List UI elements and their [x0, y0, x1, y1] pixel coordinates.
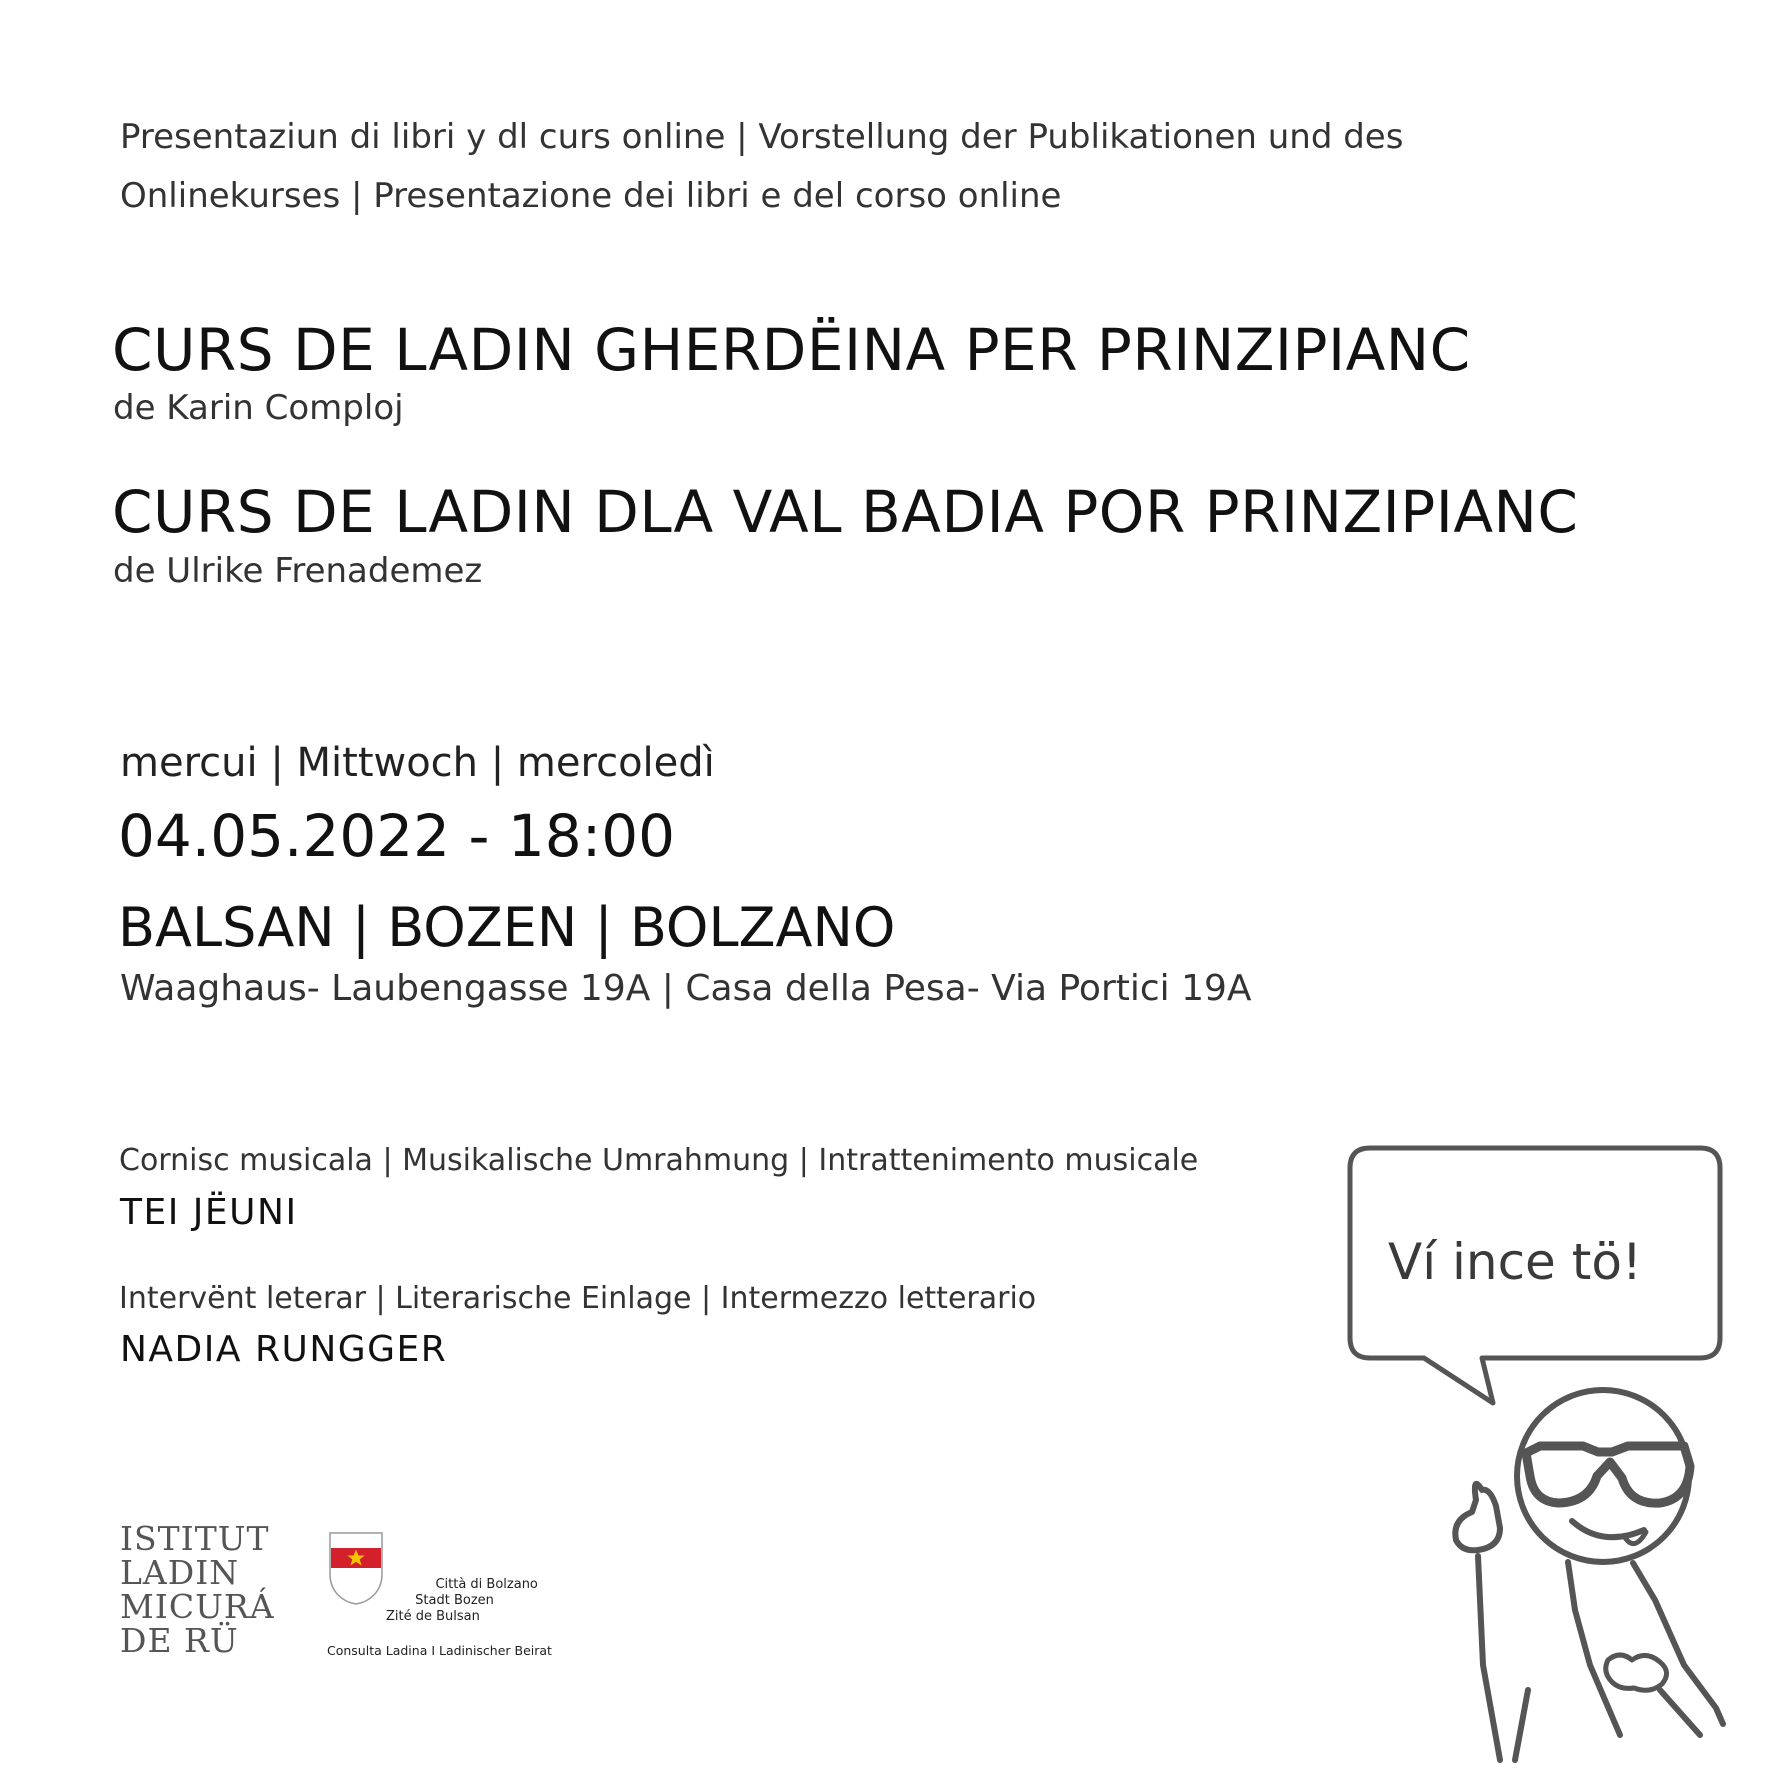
pointing-hand-icon — [1606, 1655, 1667, 1690]
istitut-logo-line: LADIN — [120, 1553, 240, 1592]
glasses-icon — [1526, 1446, 1690, 1503]
bolzano-name-line: Zité de Bulsan — [386, 1609, 480, 1624]
event-venue: Waaghaus- Laubengasse 19A | Casa della Pesa- Via Portici 19A — [120, 968, 1252, 1009]
event-weekday: mercui | Mittwoch | mercoledì — [120, 740, 715, 786]
istitut-logo-line: DE RÜ — [120, 1621, 239, 1660]
book-author-2: de Ulrike Frenademez — [113, 551, 483, 591]
event-city: BALSAN | BOZEN | BOLZANO — [118, 896, 896, 959]
istitut-logo-line: ISTITUT — [120, 1519, 270, 1558]
smile-icon — [1572, 1521, 1644, 1537]
book-title-1: CURS DE LADIN GHERDËINA PER PRINZIPIANC — [112, 316, 1471, 384]
neck-body-icon — [1568, 1562, 1620, 1735]
bolzano-name-line: Città di Bolzano — [435, 1577, 538, 1592]
raised-hand-icon — [1455, 1484, 1500, 1550]
arm-icon — [1515, 1690, 1528, 1760]
program-label-literary: Intervënt leterar | Literarische Einlage | Intermezzo letterario — [119, 1281, 1037, 1316]
intro-text: Presentaziun di libri y dl curs online | Vorstellung der Publikationen und des Onlinekurses | Presentazione dei libri e del corso online — [120, 117, 1404, 216]
program-label-music: Cornisc musicala | Musikalische Umrahmung | Intrattenimento musicale — [119, 1143, 1199, 1178]
torso-icon — [1633, 1563, 1723, 1724]
event-datetime: 04.05.2022 - 18:00 — [118, 802, 676, 870]
bolzano-name-line: Stadt Bozen — [415, 1593, 494, 1608]
book-title-2: CURS DE LADIN DLA VAL BADIA POR PRINZIPIANC — [112, 478, 1579, 546]
speech-bubble-text: Ví ince tö! — [1388, 1233, 1642, 1291]
istitut-logo-line: MICURÁ — [120, 1587, 275, 1626]
raised-arm-icon — [1478, 1556, 1500, 1760]
consulta-ladina-text: Consulta Ladina I Ladinischer Beirat — [327, 1643, 552, 1658]
program-name-music: TEI JËUNI — [120, 1192, 298, 1233]
body-line-icon — [1660, 1690, 1700, 1735]
program-name-literary: NADIA RUNGGER — [120, 1329, 448, 1370]
book-author-1: de Karin Comploj — [113, 388, 404, 428]
